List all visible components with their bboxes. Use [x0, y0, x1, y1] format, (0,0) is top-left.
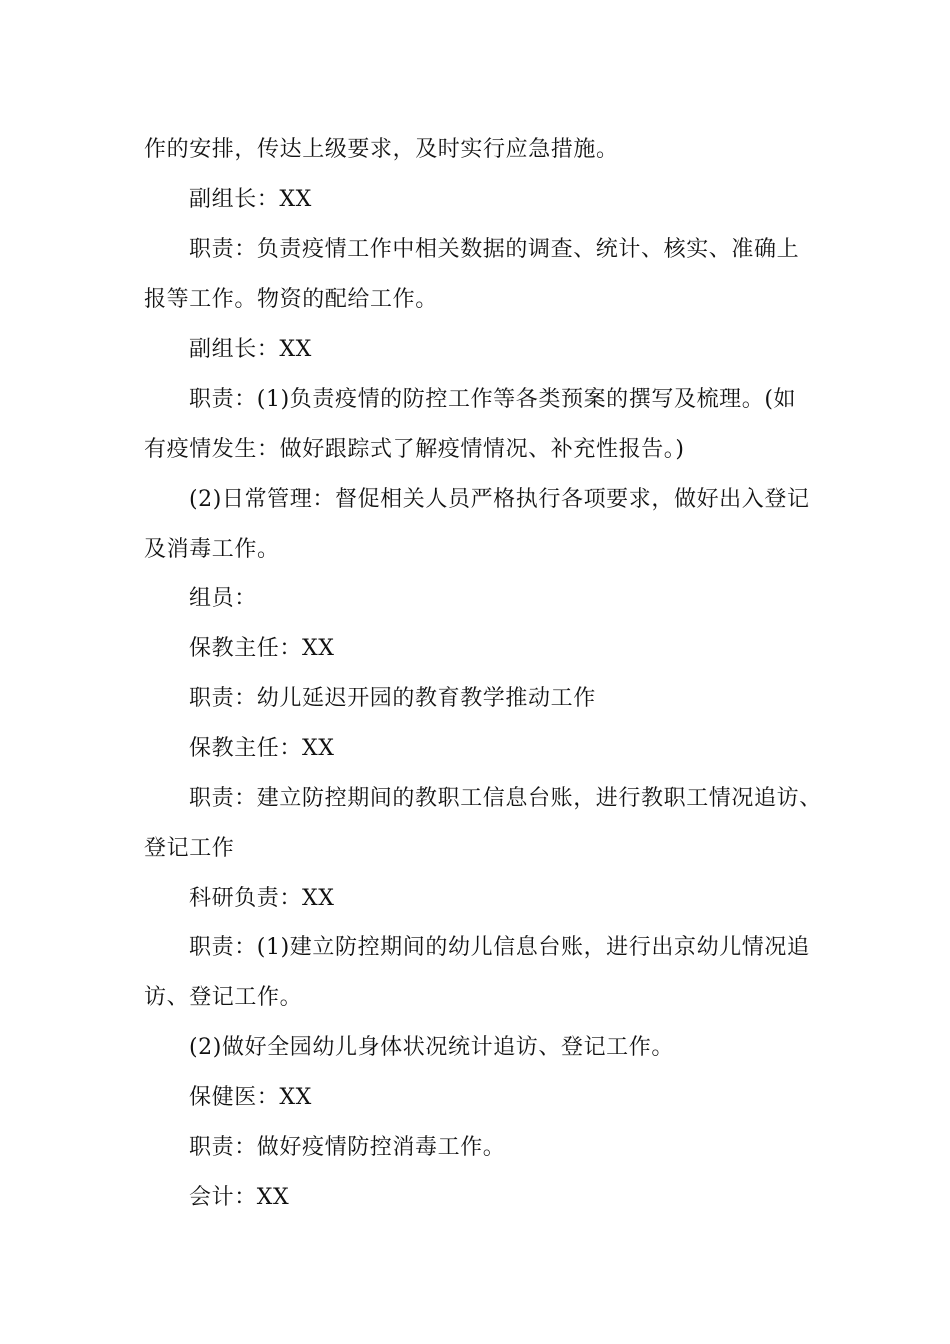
- text-line: 组员：: [189, 586, 257, 611]
- text-line: (2)做好全园幼儿身体状况统计追访、登记工作。: [189, 1035, 674, 1060]
- text-line: 作的安排，传达上级要求，及时实行应急措施。: [144, 137, 619, 162]
- text-line: 职责：建立防控期间的教职工信息台账，进行教职工情况追访、: [189, 786, 822, 811]
- text-line: 职责：做好疫情防控消毒工作。: [189, 1135, 506, 1160]
- text-line: 保教主任：XX: [189, 736, 335, 761]
- text-line: 职责：(1)建立防控期间的幼儿信息台账，进行出京幼儿情况追: [189, 935, 810, 960]
- text-line: 副组长：XX: [189, 187, 312, 212]
- text-line: 访、登记工作。: [144, 985, 303, 1010]
- text-line: 及消毒工作。: [144, 537, 280, 562]
- text-line: 会计：XX: [189, 1185, 290, 1210]
- text-line: 职责：幼儿延迟开园的教育教学推动工作: [189, 686, 596, 711]
- text-line: 职责：负责疫情工作中相关数据的调查、统计、核实、准确上: [189, 237, 800, 262]
- text-line: 副组长：XX: [189, 337, 312, 362]
- text-line: 职责：(1)负责疫情的防控工作等各类预案的撰写及梳理。(如: [189, 387, 797, 412]
- text-line: 有疫情发生：做好跟踪式了解疫情情况、补充性报告。): [144, 437, 685, 462]
- text-line: 报等工作。物资的配给工作。: [144, 287, 438, 312]
- text-line: 保健医：XX: [189, 1085, 312, 1110]
- text-line: 科研负责：XX: [189, 886, 335, 911]
- text-line: 登记工作: [144, 836, 235, 861]
- text-line: 保教主任：XX: [189, 636, 335, 661]
- text-line: (2)日常管理：督促相关人员严格执行各项要求，做好出入登记: [189, 487, 810, 512]
